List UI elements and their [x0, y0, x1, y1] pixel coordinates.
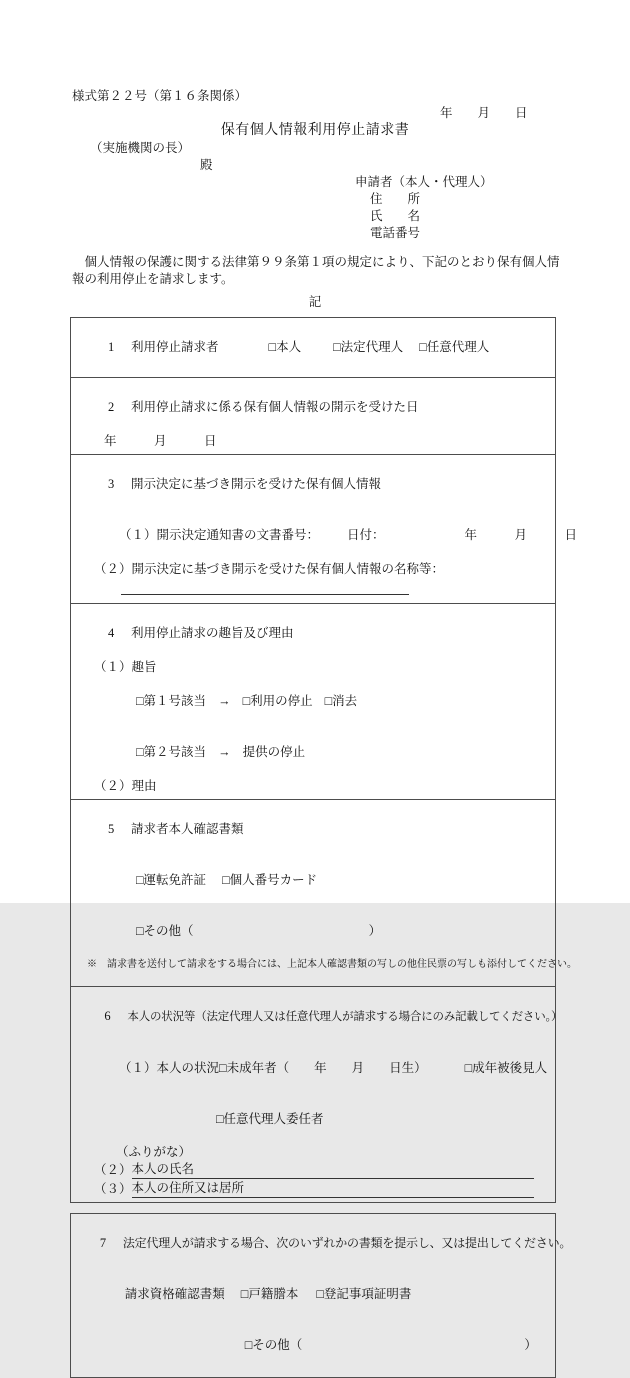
- other-qualification-close-paren: ）: [524, 1338, 537, 1352]
- section-1-requester: [71, 318, 555, 377]
- section-5-number: 5: [108, 822, 115, 836]
- section-3-date-label: 日付：: [347, 528, 385, 542]
- stop-provide-label: 提供の停止: [242, 745, 306, 759]
- section-3-title: 開示決定に基づき開示を受けた保有個人情報: [131, 477, 382, 491]
- checkbox-voluntary-rep-delegator[interactable]: □任意代理人委任者: [216, 1112, 324, 1126]
- body-paragraph-line2: 報の利用停止を請求します。: [72, 272, 234, 286]
- section-5-title: 請求者本人確認書類: [131, 822, 244, 836]
- list-heading: 記: [308, 295, 322, 309]
- request-table: [70, 317, 578, 1203]
- section-7-number: 7: [99, 1236, 106, 1250]
- checkbox-other-doc[interactable]: □その他（: [136, 924, 194, 938]
- checkbox-family-register[interactable]: □戸籍謄本: [240, 1287, 299, 1301]
- body-paragraph: [72, 254, 558, 288]
- section-4-reason-label[interactable]: （２）理由: [94, 779, 157, 793]
- section-3-number: 3: [108, 477, 115, 491]
- qualification-doc-label: 請求資格確認書類: [124, 1287, 225, 1301]
- furigana-label: （ふりがな）: [116, 1145, 192, 1159]
- section-2-disclosure-date: [71, 377, 555, 454]
- body-paragraph-line1: 個人情報の保護に関する法律第９９条第１項の規定により、下記のとおり保有個人情: [72, 255, 560, 269]
- date-field-top[interactable]: 年 月 日: [440, 106, 528, 120]
- section-6-principal-status: [71, 986, 563, 1202]
- addressee-agency: （実施機関の長）: [90, 141, 191, 155]
- section-1-title: 利用停止請求者: [131, 340, 219, 354]
- checkbox-registry-certificate[interactable]: □登記事項証明書: [316, 1287, 412, 1301]
- section-5-mailing-note: ※ 請求書を送付して請求をする場合には、上記本人確認書類の写しの他住民票の写しも添付してください。: [87, 959, 577, 970]
- checkbox-item1-applicable[interactable]: □第１号該当: [136, 694, 207, 708]
- addressee-honorific: 殿: [200, 158, 213, 172]
- applicant-label: 申請者（本人・代理人）: [355, 175, 493, 189]
- section-2-number: 2: [108, 400, 115, 414]
- address-label[interactable]: 住 所: [370, 192, 421, 206]
- principal-address-fill-line[interactable]: 本人の住所又は居所: [132, 1179, 534, 1198]
- section-6-number: 6: [104, 1009, 111, 1023]
- checkbox-requester-legal-rep[interactable]: □法定代理人: [333, 340, 404, 354]
- section-6-address-prefix: （３）: [94, 1182, 132, 1196]
- section-4-title: 利用停止請求の趣旨及び理由: [131, 626, 294, 640]
- minor-birthdate-field[interactable]: 年 月 日生）: [314, 1061, 427, 1075]
- checkbox-requester-voluntary-rep[interactable]: □任意代理人: [419, 340, 490, 354]
- section-4-number: 4: [108, 626, 115, 640]
- arrow-icon: →: [218, 745, 231, 759]
- checkbox-drivers-license[interactable]: □運転免許証: [136, 873, 207, 887]
- section-3-disclosed-info: [71, 454, 578, 603]
- section-3-info-name-fill-line[interactable]: [121, 584, 409, 595]
- other-doc-close-paren: ）: [368, 924, 382, 938]
- section-3-info-name-label: （２）開示決定に基づき開示を受けた保有個人情報の名称等：: [94, 562, 445, 576]
- section-7-legal-rep-docs: [70, 1213, 572, 1378]
- checkbox-minor[interactable]: □未成年者（: [219, 1061, 290, 1075]
- section-7-title: 法定代理人が請求する場合、次のいずれかの書類を提示し、又は提出してください。: [122, 1236, 572, 1250]
- applicant-block: [355, 174, 630, 242]
- checkbox-mynumber-card[interactable]: □個人番号カード: [222, 873, 318, 887]
- section-6-title: 本人の状況等（法定代理人又は任意代理人が請求する場合にのみ記載してください。）: [127, 1011, 563, 1023]
- page-title: 保有個人情報利用停止請求書: [220, 123, 410, 138]
- principal-name-fill-line[interactable]: 本人の氏名: [132, 1160, 534, 1179]
- form-number: 様式第２２号（第１６条関係）: [72, 89, 248, 103]
- checkbox-stop-use[interactable]: □利用の停止: [242, 694, 313, 708]
- checkbox-adult-ward[interactable]: □成年被後見人: [464, 1061, 548, 1075]
- section-4-purpose-label: （１）趣旨: [94, 660, 157, 674]
- section-3-doc-number-label[interactable]: （１）開示決定通知書の文書番号：: [119, 528, 320, 542]
- phone-label[interactable]: 電話番号: [370, 226, 421, 240]
- checkbox-requester-self[interactable]: □本人: [268, 340, 302, 354]
- section-4-purpose-reason: [71, 603, 555, 799]
- checkbox-erase[interactable]: □消去: [324, 694, 358, 708]
- name-label[interactable]: 氏 名: [370, 209, 421, 223]
- checkbox-item2-applicable[interactable]: □第２号該当: [136, 745, 207, 759]
- arrow-icon: →: [218, 694, 231, 708]
- section-6-status-label: （１）本人の状況: [119, 1061, 220, 1075]
- checkbox-other-qualification-doc[interactable]: □その他（: [244, 1338, 303, 1352]
- section-1-number: 1: [108, 340, 115, 354]
- section-2-date-field[interactable]: 年 月 日: [104, 434, 217, 448]
- section-3-date-field[interactable]: 年 月 日: [464, 528, 578, 542]
- section-2-title: 利用停止請求に係る保有個人情報の開示を受けた日: [131, 400, 419, 414]
- section-5-identity-docs: [71, 799, 577, 986]
- section-6-name-prefix: （２）: [94, 1163, 132, 1177]
